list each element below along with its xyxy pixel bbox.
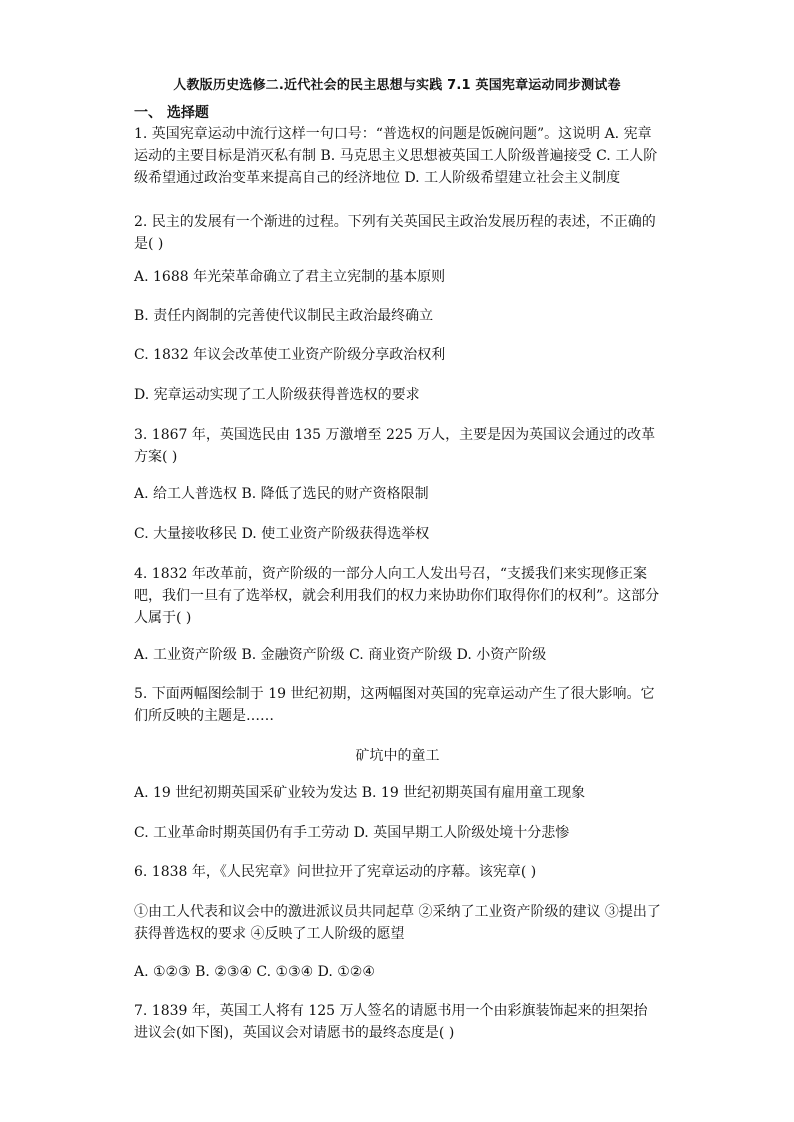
question-4-stem: 4. 1832 年改革前，资产阶级的一部分人向工人发出号召，“支援我们来实现修正案吧，我们一旦有了选举权，就会利用我们的权力来协助你们取得你们的权利”。这部分人属于( ) [134,566,660,626]
question-4-options: A. 工业资产阶级 B. 金融资产阶级 C. 商业资产阶级 D. 小资产阶级 [134,647,547,663]
question-2-stem: 2. 民主的发展有一个渐进的过程。下列有关英国民主政治发展历程的表述，不正确的是( ) [134,214,656,252]
question-2-option-d: D. 宪章运动实现了工人阶级获得普选权的要求 [134,387,420,403]
document-title: 人教版历史选修二.近代社会的民主思想与实践 7.1 英国宪章运动同步测试卷 [173,78,621,93]
question-5-options-cd: C. 工业革命时期英国仍有手工劳动 D. 英国早期工人阶级处境十分悲惨 [134,825,570,841]
question-2-option-b: B. 责任内阁制的完善使代议制民主政治最终确立 [134,308,434,324]
section-heading: 一、 选择题 [134,105,209,121]
question-7-stem: 7. 1839 年，英国工人将有 125 万人签名的请愿书用一个由彩旗装饰起来的担架抬进议会(如下图)，英国议会对请愿书的最终态度是( ) [134,1003,648,1041]
figure-caption: 矿坑中的童工 [355,748,440,764]
question-6-items: ①由工人代表和议会中的激进派议员共同起草 ②采纳了工业资产阶级的建议 ③提出了获得普选权的要求 ④反映了工人阶级的愿望 [134,904,661,942]
question-5-options-ab: A. 19 世纪初期英国采矿业较为发达 B. 19 世纪初期英国有雇用童工现象 [134,785,586,801]
question-6-stem: 6. 1838 年，《人民宪章》问世拉开了宪章运动的序幕。该宪章( ) [134,864,537,880]
question-3-stem: 3. 1867 年，英国选民由 135 万激增至 225 万人，主要是因为英国议会通过的改革方案( ) [134,427,656,465]
question-5-stem: 5. 下面两幅图绘制于 19 世纪初期，这两幅图对英国的宪章运动产生了很大影响。它们所反映的主题是…… [134,686,655,724]
question-1-stem: 1. 英国宪章运动中流行这样一句口号：“普选权的问题是饭碗问题”。这说明 A. 宪章运动的主要目标是消灭私有制 B. 马克思主义思想被英国工人阶级普遍接受 C. 工人阶级希望通过政治变革来提高自己的经济地位 D. 工人阶级希望建立社会主义制度 [134,126,658,186]
question-2-option-c: C. 1832 年议会改革使工业资产阶级分享政治权利 [134,347,446,363]
question-3-options-cd: C. 大量接收移民 D. 使工业资产阶级获得选举权 [134,526,430,542]
question-2-option-a: A. 1688 年光荣革命确立了君主立宪制的基本原则 [134,269,446,285]
question-3-options-ab: A. 给工人普选权 B. 降低了选民的财产资格限制 [134,486,429,502]
question-6-options: A. ①②③ B. ②③④ C. ①③④ D. ①②④ [134,964,375,980]
